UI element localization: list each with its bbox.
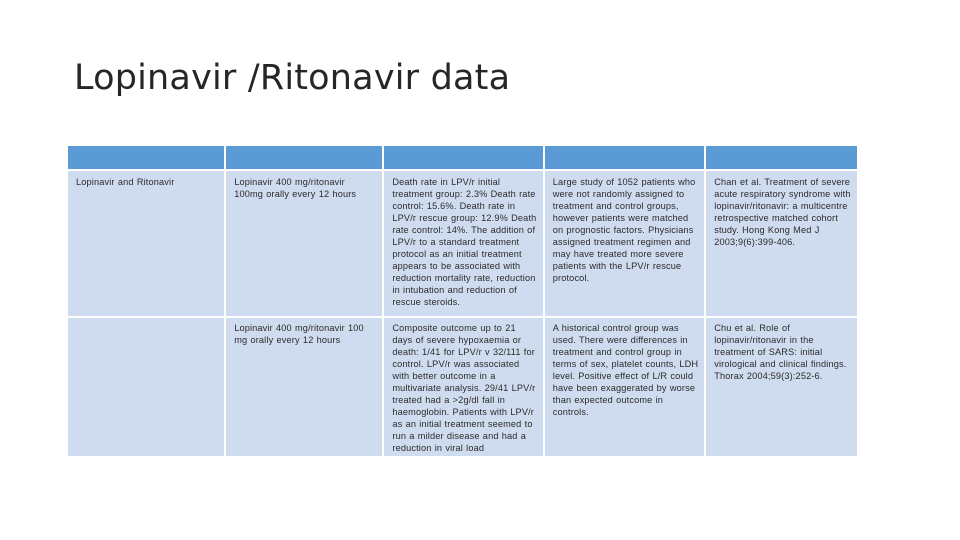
table-header-row xyxy=(67,145,858,170)
outcome-cell: Death rate in LPV/r initial treatment group: 2.3% Death rate control: 15.6%. Death rate in LPV/r rescue group: 12.9% Death rate control: 14%. The addition of LPV/r to a standard treatment protocol as an initial treatment appears to be associated with reduction mortality rate, reduction in intubation and reduction of rescue steroids. xyxy=(383,170,543,317)
slide-title: Lopinavir /Ritonavir data xyxy=(74,58,511,98)
dose-cell: Lopinavir 400 mg/ritonavir 100mg orally every 12 hours xyxy=(225,170,383,317)
table-row xyxy=(67,317,858,457)
drug-cell xyxy=(67,317,225,457)
table-row xyxy=(67,170,858,317)
drug-cell: Lopinavir and Ritonavir xyxy=(67,170,225,317)
reference-cell: Chan et al. Treatment of severe acute respiratory syndrome with lopinavir/ritonavir: a multicentre retrospective matched cohort study. Hong Kong Med J 2003;9(6):399-406. xyxy=(705,170,858,317)
header-cell xyxy=(705,145,858,170)
comment-cell: Large study of 1052 patients who were not randomly assigned to treatment and control groups, however patients were matched on prognostic factors. Physicians assigned treatment regimen and may have treated more severe patients with the LPV/r rescue protocol. xyxy=(544,170,705,317)
header-cell xyxy=(225,145,383,170)
header-cell xyxy=(383,145,543,170)
header-cell xyxy=(67,145,225,170)
evidence-table xyxy=(66,144,859,458)
outcome-cell: Composite outcome up to 21 days of severe hypoxaemia or death: 1/41 for LPV/r v 32/111 for control. LPV/r was associated with better outcome in a multivariate analysis. 29/41 LPV/r treated had a >2g/dl fall in haemoglobin. Patients with LPV/r as an initial treatment seemed to run a milder disease and had a reduction in viral load xyxy=(383,317,543,457)
dose-cell: Lopinavir 400 mg/ritonavir 100 mg orally every 12 hours xyxy=(225,317,383,457)
header-cell xyxy=(544,145,705,170)
comment-cell: A historical control group was used. There were differences in treatment and control group in terms of sex, platelet counts, LDH level. Positive effect of L/R could have been exaggerated by worse than expected outcome in controls. xyxy=(544,317,705,457)
reference-cell: Chu et al. Role of lopinavir/ritonavir in the treatment of SARS: initial virological and clinical findings. Thorax 2004;59(3):252-6. xyxy=(705,317,858,457)
